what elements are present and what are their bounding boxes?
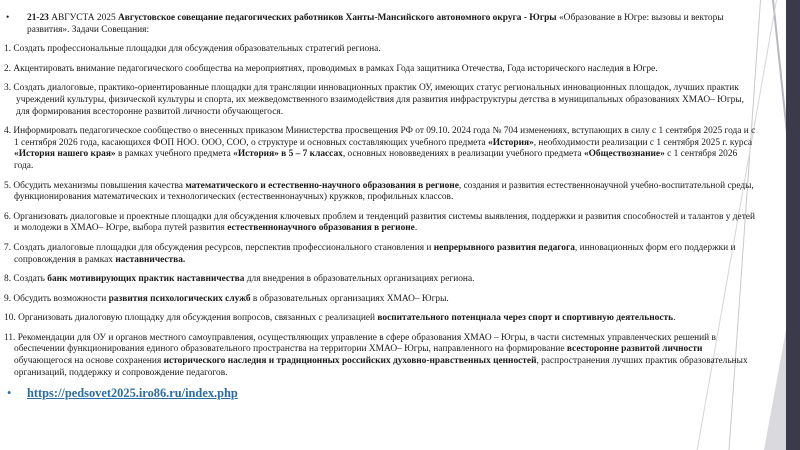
task-item-3: 3. Создать диалоговые, практико-ориентированные площадки для трансляции инновационных практик ОУ, имеющих статус региональных инновационных площадок, лучших практик учреждений культуры, физической культуры и спорта, их межведомственного взаимодействия для развития инфраструктуры детства в муниципальных образованиях ХМАО– Югры, для формирования всесторонне развитой личности обучающегося. xyxy=(4,83,744,117)
item-text: . xyxy=(414,223,418,234)
item-emphasis: воспитательного потенциала через спорт и спортивную деятельность xyxy=(377,313,674,324)
decor-triangle xyxy=(764,330,786,450)
item-text: 5. Обсудить механизмы повышения качества xyxy=(4,180,186,191)
task-item-11 xyxy=(4,333,758,379)
item-text: 10. Организовать диалоговую площадку для обсуждения вопросов, связанных с реализацией xyxy=(4,313,378,324)
item-text: , необходимости реализации с 1 сентября 2025 г. курса xyxy=(533,137,753,148)
slide-content xyxy=(4,13,758,401)
item-text: 8. Создать xyxy=(4,274,48,285)
right-sidebar-bar xyxy=(786,0,800,450)
item-emphasis: исторического наследия и традиционных российских духовно-нравственных ценностей xyxy=(163,356,537,367)
intro-paragraph xyxy=(4,13,758,36)
task-item-5 xyxy=(4,181,758,204)
link-row xyxy=(4,386,758,401)
item-emphasis: развития психологических служб xyxy=(108,293,251,304)
item-emphasis: банк мотивирующих практик наставничества xyxy=(47,274,245,285)
task-item-1: 1. Создать профессиональные площадки для обсуждения образовательных стратегий региона. xyxy=(4,44,381,55)
intro-theme: «Образование в Югре: вызовы и векторы развития». Задачи Совещания: xyxy=(27,13,724,35)
task-item-10 xyxy=(4,313,758,325)
item-text: 9. Обсудить возможности xyxy=(4,293,109,304)
bullet-icon: • xyxy=(7,386,12,401)
item-text: в образовательных организациях ХМАО– Югры. xyxy=(250,293,449,304)
item-text: , основных нововведениях в реализации учебного предмета xyxy=(342,149,584,160)
item-emphasis: «Обществознание» xyxy=(583,149,665,160)
task-item-4 xyxy=(4,126,758,172)
item-text: в рамках учебного предмета xyxy=(115,149,234,160)
item-text: для внедрения в образовательных организациях региона. xyxy=(244,274,475,285)
task-item-6 xyxy=(4,212,758,235)
item-emphasis: математического и естественно-научного образования в регионе xyxy=(185,180,459,191)
item-emphasis: наставничества. xyxy=(115,254,186,265)
bullet-icon: • xyxy=(6,13,10,23)
intro-event: Августовское совещание педагогических работников Ханты-Мансийского автономного округа - Югры xyxy=(118,13,557,23)
item-emphasis: в 5 – 7 классах xyxy=(281,149,343,160)
task-item-8 xyxy=(4,274,758,286)
item-text: обучающегося на основе сохранения xyxy=(14,356,164,367)
task-item-7 xyxy=(4,243,758,266)
item-text: 6. Организовать диалоговые и проектные площадки для обсуждения ключевых проблем и тенденций развития системы выявления, поддержки и развития способностей и талантов у детей и молодежи в ХМАО– Югре, выбора путей развития xyxy=(4,211,755,234)
item-text: , распространения лучших практик образовательных организаций, поддержку и сопровождение педагогов. xyxy=(14,356,748,378)
intro-date: 21-23 xyxy=(27,13,49,23)
intro-month: АВГУСТА 2025 xyxy=(48,13,119,23)
item-text: , инновационных форм его поддержки и сопровождения в рамках xyxy=(14,242,736,265)
pedsovet-link[interactable]: https://pedsovet2025.iro86.ru/index.php xyxy=(27,386,238,401)
item-text: 4. Информировать педагогическое сообщество о внесенных приказом Министерства просвещения РФ от 09.10. 2024 года № 704 изменениях, вступающих в силу с 1 сентября 2025 года и с 1 сентября 2026 года, касающихся ФОП НОО. ООО, СОО, о структуре и основных составляющих учебного предмета xyxy=(4,126,756,148)
item-emphasis: «История» xyxy=(233,149,279,160)
item-emphasis: «История нашего края» xyxy=(14,149,116,160)
task-item-2: 2. Акцентировать внимание педагогического сообщества на мероприятиях, проводимых в рамках Года защитника Отечества, Года исторического наследия в Югре. xyxy=(4,63,658,74)
item-emphasis: естественнонаучного образования в регионе xyxy=(227,223,415,234)
item-text: , создания и развития естественнонаучной учебно-воспитательной среды, функционирования математических и технологических (естественнонаучных) кружков, профильных классов. xyxy=(14,180,754,203)
item-text: 7. Создать диалоговые площадки для обсуждения ресурсов, перспектив профессионального становления и xyxy=(4,242,434,253)
task-item-9 xyxy=(4,294,758,306)
item-emphasis: непрерывного развития педагога xyxy=(433,242,575,253)
item-emphasis: всесторонне развитой личности xyxy=(566,344,703,355)
item-text: 11. Рекомендации для ОУ и органов местного самоуправления, осуществляющих управление в сфере образования ХМАО – Югры, в части системных управленческих решений в обеспечении функционирования единого образовательного пространства на территории ХМАО– Югры, направленного на формирование xyxy=(4,332,716,355)
item-text: с 1 сентября 2026 года. xyxy=(14,149,738,171)
item-text: . xyxy=(673,313,676,324)
item-emphasis: «История» xyxy=(488,137,534,148)
